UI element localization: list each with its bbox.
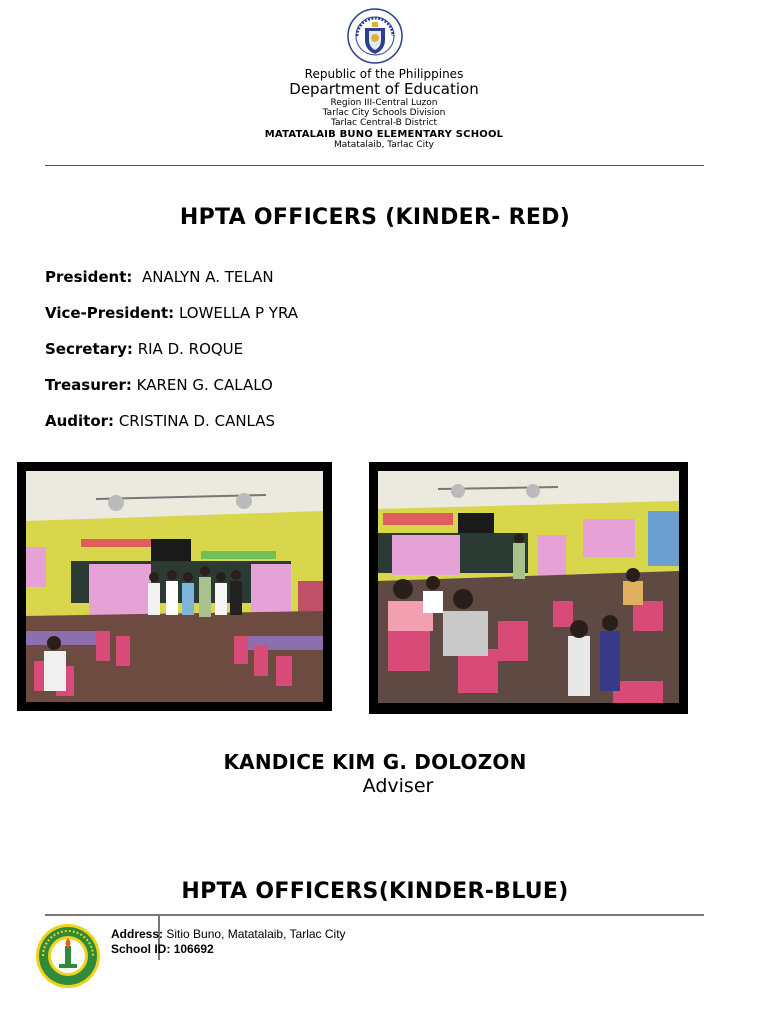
deped-seal-icon — [347, 8, 403, 64]
officer-vice-president — [45, 304, 298, 322]
footer-school-id-value: 106692 — [173, 942, 214, 956]
header-divider — [45, 165, 704, 166]
officer-secretary — [45, 340, 243, 358]
officer-treasurer — [45, 376, 273, 394]
officer-auditor — [45, 412, 275, 430]
header-division: Tarlac City Schools Division — [322, 108, 446, 118]
adviser-name: KANDICE KIM G. DOLOZON — [223, 750, 527, 774]
officer-name: RIA D. ROQUE — [137, 340, 244, 358]
header-school-name: MATATALAIB BUNO ELEMENTARY SCHOOL — [264, 129, 504, 140]
footer-school-id — [111, 942, 214, 956]
footer-address — [111, 927, 346, 941]
footer-address-value: Sitio Buno, Matatalaib, Tarlac City — [166, 927, 346, 941]
classroom-photo-1 — [17, 462, 332, 711]
classroom-photo-2-image — [378, 471, 679, 703]
header-department: Department of Education — [289, 80, 479, 98]
section-title-kinder-red: HPTA OFFICERS (KINDER- RED) — [179, 205, 571, 230]
footer-school-id-label: School ID: — [111, 942, 171, 956]
school-logo-icon — [35, 922, 101, 990]
officer-role: President: — [45, 268, 133, 286]
header-district: Tarlac Central-B District — [330, 118, 438, 128]
officer-role: Auditor: — [45, 412, 115, 430]
footer-address-label: Address: — [111, 927, 164, 941]
officer-role: Vice-President: — [45, 304, 175, 322]
section-title-kinder-blue: HPTA OFFICERS(KINDER-BLUE) — [181, 879, 569, 904]
header-school-address: Matatalaib, Tarlac City — [333, 140, 434, 150]
officer-role: Secretary: — [45, 340, 133, 358]
classroom-photo-2 — [369, 462, 688, 714]
officer-name: ANALYN A. TELAN — [141, 268, 274, 286]
footer-divider — [45, 914, 704, 916]
officer-role: Treasurer: — [45, 376, 132, 394]
officer-name: CRISTINA D. CANLAS — [118, 412, 276, 430]
adviser-role: Adviser — [362, 775, 434, 797]
header-republic: Republic of the Philippines — [304, 67, 464, 81]
officer-name: LOWELLA P YRA — [178, 304, 299, 322]
officer-president — [45, 268, 274, 286]
officer-name: KAREN G. CALALO — [136, 376, 273, 394]
classroom-photo-1-image — [26, 471, 323, 702]
header-region: Region III-Central Luzon — [330, 98, 438, 108]
